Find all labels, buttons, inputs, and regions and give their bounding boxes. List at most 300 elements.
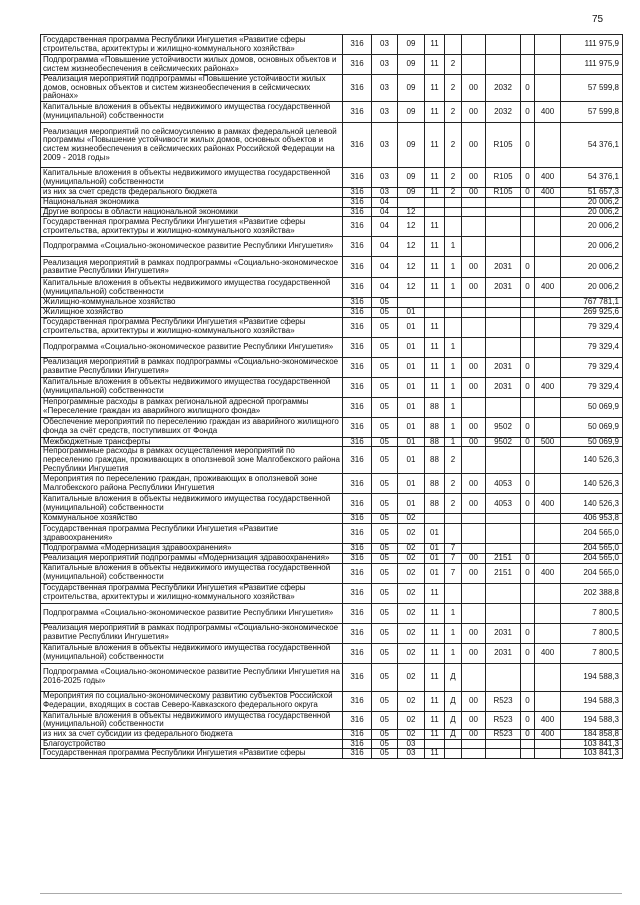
direction-suffix	[521, 749, 535, 759]
direction-suffix	[521, 514, 535, 524]
ministry-code: 316	[343, 377, 372, 397]
expense-type-code: 400	[535, 102, 561, 123]
program-code: 11	[425, 729, 445, 739]
direction-code: 4053	[486, 494, 521, 514]
table-row	[41, 298, 623, 308]
row-name: Непрограммные расходы в рамках осуществления мероприятий по переселению граждан, проживающих в оползневой зоне Малгобекского района Республики Ингушетия	[41, 447, 343, 474]
row-name: Мероприятия по социально-экономическому развитию субъектов Российской Федерации, входящих в состав Северо-Кавказского федерального округа	[41, 691, 343, 711]
subprogram-code: 2	[445, 75, 462, 102]
program-code: 11	[425, 237, 445, 257]
row-name: из них за счет средств федерального бюджета	[41, 188, 343, 198]
subsection-code: 01	[398, 397, 425, 417]
subprogram-code: 2	[445, 474, 462, 494]
expense-type-code	[535, 417, 561, 437]
direction-suffix	[521, 397, 535, 417]
section-code: 05	[372, 474, 398, 494]
direction-code	[486, 35, 521, 55]
direction-code: 9502	[486, 417, 521, 437]
row-name: Реализация мероприятий в рамках подпрограммы «Социально-экономическое развитие Республики Ингушетия»	[41, 257, 343, 278]
ministry-code: 316	[343, 603, 372, 623]
row-name: Капитальные вложения в объекты недвижимого имущества государственной (муниципальной) собственности	[41, 102, 343, 123]
event-code	[462, 749, 486, 759]
table-row	[41, 691, 623, 711]
row-amount: 204 565,0	[561, 544, 623, 554]
subsection-code: 02	[398, 583, 425, 603]
section-code: 04	[372, 278, 398, 298]
subsection-code: 01	[398, 474, 425, 494]
direction-suffix: 0	[521, 437, 535, 447]
table-row	[41, 337, 623, 357]
program-code: 11	[425, 102, 445, 123]
section-code: 03	[372, 188, 398, 198]
ministry-code: 316	[343, 337, 372, 357]
budget-table	[40, 34, 623, 759]
table-row	[41, 317, 623, 337]
subsection-code: 01	[398, 317, 425, 337]
row-name: Непрограммные расходы в рамках региональной адресной программы «Переселение граждан из аварийного жилищного фонда»	[41, 397, 343, 417]
row-amount: 50 069,9	[561, 437, 623, 447]
expense-type-code: 500	[535, 437, 561, 447]
subprogram-code: 7	[445, 553, 462, 563]
ministry-code: 316	[343, 357, 372, 377]
direction-suffix: 0	[521, 377, 535, 397]
direction-code	[486, 397, 521, 417]
program-code	[425, 307, 445, 317]
program-code	[425, 207, 445, 217]
section-code: 05	[372, 691, 398, 711]
direction-suffix	[521, 583, 535, 603]
row-amount: 204 565,0	[561, 563, 623, 583]
direction-code: R105	[486, 123, 521, 168]
program-code: 11	[425, 623, 445, 643]
section-code: 05	[372, 663, 398, 691]
ministry-code: 316	[343, 102, 372, 123]
table-row	[41, 749, 623, 759]
program-code: 88	[425, 417, 445, 437]
row-name: Реализация мероприятий подпрограммы «Повышение устойчивости жилых домов, основных объектов и систем жизнеобеспечения в сейсмических районах»	[41, 75, 343, 102]
ministry-code: 316	[343, 623, 372, 643]
event-code: 00	[462, 711, 486, 729]
subprogram-code: Д	[445, 711, 462, 729]
row-amount: 7 800,5	[561, 603, 623, 623]
subprogram-code: Д	[445, 691, 462, 711]
subsection-code: 02	[398, 524, 425, 544]
row-amount: 406 953,8	[561, 514, 623, 524]
row-name: Реализация мероприятий по сейсмоусилению в рамках федеральной целевой программы «Повышение устойчивости жилых домов, основных объектов и систем жизнеобеспечения в сейсмических районах Российской Федерации на 2009 - 2018 годы»	[41, 123, 343, 168]
ministry-code: 316	[343, 417, 372, 437]
event-code: 00	[462, 494, 486, 514]
table-row	[41, 188, 623, 198]
table-row	[41, 437, 623, 447]
row-amount: 20 006,2	[561, 217, 623, 237]
subsection-code: 01	[398, 494, 425, 514]
table-row	[41, 397, 623, 417]
subsection-code: 12	[398, 207, 425, 217]
expense-type-code	[535, 75, 561, 102]
subsection-code: 02	[398, 729, 425, 739]
subsection-code	[398, 197, 425, 207]
ministry-code: 316	[343, 168, 372, 188]
subprogram-code: 1	[445, 278, 462, 298]
table-row	[41, 217, 623, 237]
ministry-code: 316	[343, 691, 372, 711]
row-name: Капитальные вложения в объекты недвижимого имущества государственной (муниципальной) собственности	[41, 377, 343, 397]
row-amount: 140 526,3	[561, 474, 623, 494]
table-row	[41, 623, 623, 643]
table-row	[41, 711, 623, 729]
direction-suffix: 0	[521, 563, 535, 583]
table-row	[41, 583, 623, 603]
subsection-code: 09	[398, 102, 425, 123]
row-amount: 51 657,3	[561, 188, 623, 198]
direction-code: R105	[486, 188, 521, 198]
row-amount: 103 841,3	[561, 739, 623, 749]
table-row	[41, 257, 623, 278]
subsection-code: 09	[398, 123, 425, 168]
event-code	[462, 35, 486, 55]
row-amount: 767 781,1	[561, 298, 623, 308]
direction-code	[486, 307, 521, 317]
subprogram-code	[445, 739, 462, 749]
subsection-code: 01	[398, 307, 425, 317]
subprogram-code: 1	[445, 643, 462, 663]
ministry-code: 316	[343, 217, 372, 237]
row-name: Подпрограмма «Повышение устойчивости жилых домов, основных объектов и систем жизнеобеспечения в сейсмических районах»	[41, 55, 343, 75]
direction-suffix	[521, 298, 535, 308]
direction-suffix	[521, 663, 535, 691]
table-row	[41, 739, 623, 749]
row-amount: 57 599,8	[561, 75, 623, 102]
expense-type-code	[535, 514, 561, 524]
subprogram-code: 7	[445, 544, 462, 554]
subprogram-code: Д	[445, 729, 462, 739]
expense-type-code	[535, 55, 561, 75]
row-name: Реализация мероприятий в рамках подпрограммы «Социально-экономическое развитие Республики Ингушетия»	[41, 357, 343, 377]
direction-code	[486, 447, 521, 474]
direction-code	[486, 55, 521, 75]
program-code: 11	[425, 691, 445, 711]
direction-code	[486, 739, 521, 749]
table-row	[41, 35, 623, 55]
event-code	[462, 397, 486, 417]
row-amount: 20 006,2	[561, 237, 623, 257]
expense-type-code	[535, 207, 561, 217]
table-row	[41, 417, 623, 437]
subsection-code: 12	[398, 217, 425, 237]
table-row	[41, 168, 623, 188]
subprogram-code: 2	[445, 123, 462, 168]
event-code	[462, 524, 486, 544]
direction-suffix: 0	[521, 553, 535, 563]
section-code: 04	[372, 217, 398, 237]
direction-suffix: 0	[521, 417, 535, 437]
section-code: 05	[372, 397, 398, 417]
expense-type-code	[535, 307, 561, 317]
direction-code: R523	[486, 711, 521, 729]
subsection-code: 12	[398, 278, 425, 298]
row-name: Подпрограмма «Социально-экономическое развитие Республики Ингушетия»	[41, 337, 343, 357]
section-code: 05	[372, 603, 398, 623]
direction-suffix	[521, 207, 535, 217]
section-code: 05	[372, 563, 398, 583]
subprogram-code	[445, 207, 462, 217]
expense-type-code: 400	[535, 168, 561, 188]
expense-type-code	[535, 623, 561, 643]
row-name: Коммунальное хозяйство	[41, 514, 343, 524]
program-code: 88	[425, 474, 445, 494]
row-amount: 20 006,2	[561, 197, 623, 207]
expense-type-code	[535, 237, 561, 257]
row-name: Капитальные вложения в объекты недвижимого имущества государственной (муниципальной) собственности	[41, 168, 343, 188]
row-name: Жилищно-коммунальное хозяйство	[41, 298, 343, 308]
row-amount: 111 975,9	[561, 35, 623, 55]
row-name: Реализация мероприятий в рамках подпрограммы «Социально-экономическое развитие Республики Ингушетия»	[41, 623, 343, 643]
subprogram-code: 1	[445, 257, 462, 278]
subprogram-code: 1	[445, 237, 462, 257]
row-amount: 7 800,5	[561, 643, 623, 663]
expense-type-code: 400	[535, 278, 561, 298]
table-row	[41, 123, 623, 168]
event-code	[462, 217, 486, 237]
ministry-code: 316	[343, 55, 372, 75]
subprogram-code: 1	[445, 337, 462, 357]
expense-type-code	[535, 447, 561, 474]
direction-code	[486, 663, 521, 691]
row-name: Подпрограмма «Социально-экономическое развитие Республики Ингушетия на 2016-2025 годы»	[41, 663, 343, 691]
direction-code	[486, 337, 521, 357]
row-name: Государственная программа Республики Ингушетия «Развитие сферы строительства, архитектуры и жилищно-коммунального хозяйства»	[41, 317, 343, 337]
row-amount: 20 006,2	[561, 207, 623, 217]
event-code	[462, 197, 486, 207]
section-code: 05	[372, 357, 398, 377]
subsection-code: 02	[398, 603, 425, 623]
subsection-code: 01	[398, 377, 425, 397]
direction-suffix: 0	[521, 691, 535, 711]
ministry-code: 316	[343, 207, 372, 217]
subsection-code: 09	[398, 35, 425, 55]
subsection-code: 02	[398, 663, 425, 691]
direction-suffix: 0	[521, 711, 535, 729]
expense-type-code	[535, 524, 561, 544]
direction-code: 2151	[486, 553, 521, 563]
section-code: 05	[372, 749, 398, 759]
expense-type-code: 400	[535, 563, 561, 583]
ministry-code: 316	[343, 257, 372, 278]
subsection-code: 02	[398, 711, 425, 729]
section-code: 04	[372, 197, 398, 207]
expense-type-code	[535, 474, 561, 494]
table-row	[41, 544, 623, 554]
direction-code: R523	[486, 729, 521, 739]
direction-suffix	[521, 237, 535, 257]
program-code: 11	[425, 643, 445, 663]
section-code: 04	[372, 257, 398, 278]
ministry-code: 316	[343, 278, 372, 298]
expense-type-code: 400	[535, 188, 561, 198]
subsection-code: 12	[398, 257, 425, 278]
event-code	[462, 207, 486, 217]
expense-type-code	[535, 553, 561, 563]
program-code	[425, 197, 445, 207]
direction-code	[486, 524, 521, 544]
event-code: 00	[462, 123, 486, 168]
ministry-code: 316	[343, 739, 372, 749]
row-name: Государственная программа Республики Ингушетия «Развитие здравоохранения»	[41, 524, 343, 544]
expense-type-code	[535, 197, 561, 207]
event-code	[462, 317, 486, 337]
section-code: 03	[372, 75, 398, 102]
direction-suffix	[521, 317, 535, 337]
row-amount: 140 526,3	[561, 447, 623, 474]
ministry-code: 316	[343, 524, 372, 544]
event-code	[462, 514, 486, 524]
row-name: Подпрограмма «Модернизация здравоохранения»	[41, 544, 343, 554]
subprogram-code	[445, 583, 462, 603]
subsection-code: 02	[398, 691, 425, 711]
expense-type-code	[535, 317, 561, 337]
table-row	[41, 278, 623, 298]
event-code: 00	[462, 357, 486, 377]
table-row	[41, 447, 623, 474]
event-code: 00	[462, 377, 486, 397]
ministry-code: 316	[343, 563, 372, 583]
program-code: 11	[425, 749, 445, 759]
program-code: 01	[425, 524, 445, 544]
expense-type-code	[535, 583, 561, 603]
event-code: 00	[462, 729, 486, 739]
row-name: Жилищное хозяйство	[41, 307, 343, 317]
section-code: 03	[372, 168, 398, 188]
direction-suffix: 0	[521, 257, 535, 278]
row-name: Подпрограмма «Социально-экономическое развитие Республики Ингушетия»	[41, 603, 343, 623]
row-amount: 79 329,4	[561, 317, 623, 337]
event-code: 00	[462, 168, 486, 188]
section-code: 03	[372, 102, 398, 123]
section-code: 04	[372, 207, 398, 217]
direction-code	[486, 603, 521, 623]
expense-type-code	[535, 397, 561, 417]
expense-type-code	[535, 357, 561, 377]
bottom-divider	[40, 893, 622, 894]
table-row	[41, 729, 623, 739]
ministry-code: 316	[343, 35, 372, 55]
direction-suffix	[521, 307, 535, 317]
subsection-code: 01	[398, 437, 425, 447]
table-row	[41, 663, 623, 691]
program-code: 01	[425, 563, 445, 583]
expense-type-code	[535, 217, 561, 237]
program-code: 01	[425, 553, 445, 563]
subprogram-code: 2	[445, 102, 462, 123]
ministry-code: 316	[343, 544, 372, 554]
row-amount: 194 588,3	[561, 711, 623, 729]
subprogram-code	[445, 298, 462, 308]
section-code: 05	[372, 711, 398, 729]
program-code: 11	[425, 123, 445, 168]
ministry-code: 316	[343, 298, 372, 308]
program-code: 11	[425, 217, 445, 237]
row-amount: 20 006,2	[561, 257, 623, 278]
direction-suffix	[521, 524, 535, 544]
subsection-code: 02	[398, 544, 425, 554]
direction-code: 4053	[486, 474, 521, 494]
ministry-code: 316	[343, 643, 372, 663]
row-amount: 79 329,4	[561, 377, 623, 397]
subprogram-code	[445, 197, 462, 207]
subsection-code: 01	[398, 337, 425, 357]
program-code: 88	[425, 494, 445, 514]
section-code: 05	[372, 643, 398, 663]
program-code: 88	[425, 447, 445, 474]
direction-suffix: 0	[521, 102, 535, 123]
ministry-code: 316	[343, 583, 372, 603]
expense-type-code	[535, 35, 561, 55]
table-row	[41, 102, 623, 123]
direction-suffix: 0	[521, 474, 535, 494]
event-code: 00	[462, 563, 486, 583]
ministry-code: 316	[343, 317, 372, 337]
section-code: 05	[372, 298, 398, 308]
table-row	[41, 197, 623, 207]
event-code	[462, 307, 486, 317]
ministry-code: 316	[343, 494, 372, 514]
row-amount: 79 329,4	[561, 357, 623, 377]
program-code: 11	[425, 711, 445, 729]
direction-suffix	[521, 217, 535, 237]
ministry-code: 316	[343, 437, 372, 447]
ministry-code: 316	[343, 663, 372, 691]
subprogram-code: 1	[445, 437, 462, 447]
subsection-code	[398, 298, 425, 308]
table-row	[41, 643, 623, 663]
row-name: из них за счет субсидии из федерального бюджета	[41, 729, 343, 739]
row-amount: 50 069,9	[561, 397, 623, 417]
program-code: 88	[425, 437, 445, 447]
row-amount: 202 388,8	[561, 583, 623, 603]
row-amount: 194 588,3	[561, 691, 623, 711]
event-code	[462, 55, 486, 75]
ministry-code: 316	[343, 188, 372, 198]
subsection-code: 09	[398, 168, 425, 188]
table-row	[41, 494, 623, 514]
row-name: Обеспечение мероприятий по переселению граждан из аварийного жилищного фонда за счёт средств, поступивших от Фонда	[41, 417, 343, 437]
direction-code: 2031	[486, 257, 521, 278]
subprogram-code: 2	[445, 168, 462, 188]
ministry-code: 316	[343, 123, 372, 168]
program-code: 11	[425, 317, 445, 337]
subsection-code: 09	[398, 55, 425, 75]
direction-code: 2151	[486, 563, 521, 583]
subprogram-code: 1	[445, 417, 462, 437]
direction-code: R523	[486, 691, 521, 711]
row-amount: 54 376,1	[561, 168, 623, 188]
direction-code	[486, 237, 521, 257]
expense-type-code	[535, 663, 561, 691]
program-code: 11	[425, 278, 445, 298]
ministry-code: 316	[343, 749, 372, 759]
expense-type-code: 400	[535, 643, 561, 663]
row-amount: 204 565,0	[561, 553, 623, 563]
event-code: 00	[462, 643, 486, 663]
subprogram-code: 1	[445, 377, 462, 397]
section-code: 05	[372, 417, 398, 437]
section-code: 05	[372, 494, 398, 514]
table-row	[41, 553, 623, 563]
ministry-code: 316	[343, 553, 372, 563]
subprogram-code: 2	[445, 188, 462, 198]
subsection-code: 03	[398, 749, 425, 759]
subprogram-code	[445, 514, 462, 524]
